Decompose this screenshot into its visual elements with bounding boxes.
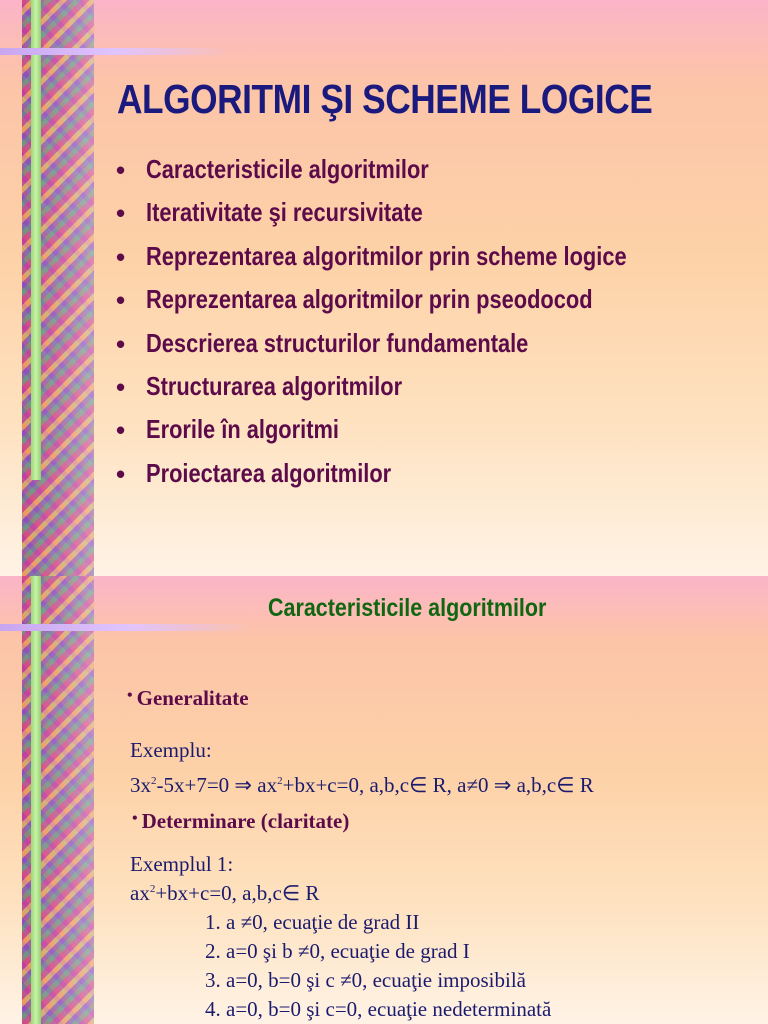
horizontal-bar [0,48,230,55]
equation-part: 3x [130,773,151,797]
bullet-icon: • [127,687,133,704]
list-item-label: Reprezentarea algoritmilor prin scheme logice [146,240,627,271]
list-item-label: Erorile în algoritmi [146,414,339,445]
case-item: 2. a=0 şi b ≠0, ecuaţie de grad I [205,939,470,963]
bullet-icon: • [132,810,138,827]
example-equation [130,773,594,798]
section-determinare [132,809,349,834]
list-item-label: Iterativitate şi recursivitate [146,197,423,228]
bullet-icon: • [116,285,126,316]
example-label: Exemplu: [130,738,212,762]
bullet-icon: • [116,458,126,489]
slide-2-title: Caracteristicile algoritmilor [268,594,547,622]
exponent: 2 [151,775,157,787]
bullet-icon: • [116,155,126,185]
equation-part: +bx+c=0, a,b,c∈ R [155,881,320,905]
section-label: Determinare (claritate) [141,809,350,833]
list-item-label: Descrierea structurilor fundamentale [146,327,529,358]
example1-label: Exemplul 1: [130,852,234,876]
bullet-icon: • [116,415,126,446]
equation-part: +bx+c=0, a,b,c∈ R, a≠0 ⇒ a,b,c∈ R [282,773,594,797]
bullet-icon: • [116,328,126,359]
list-item-label: Caracteristicile algoritmilor [146,154,429,184]
exponent: 2 [149,883,156,895]
list-item-label: Reprezentarea algoritmilor prin pseodocod [146,284,593,315]
bullet-icon: • [116,241,126,272]
base-equation [130,881,319,906]
section-generalitate [127,686,249,711]
section-label: Generalitate [136,686,249,710]
vertical-bar [31,0,41,480]
slide-title: ALGORITMI ŞI SCHEME LOGICE [117,76,653,122]
horizontal-bar [0,624,250,631]
exponent: 2 [277,775,283,787]
bullet-icon: • [116,371,126,402]
list-item-label: Structurarea algoritmilor [146,370,403,401]
bullet-icon: • [116,198,126,229]
vertical-bar [31,576,41,1024]
case-item: 3. a=0, b=0 şi c ≠0, ecuaţie imposibilă [205,968,526,992]
list-item-label: Proiectarea algoritmilor [146,457,392,488]
equation-part: -5x+7=0 ⇒ ax [156,773,278,797]
case-item: 4. a=0, b=0 şi c=0, ecuaţie nedeterminată [205,997,552,1021]
case-item: 1. a ≠0, ecuaţie de grad II [205,910,420,934]
equation-part: ax [130,881,150,905]
